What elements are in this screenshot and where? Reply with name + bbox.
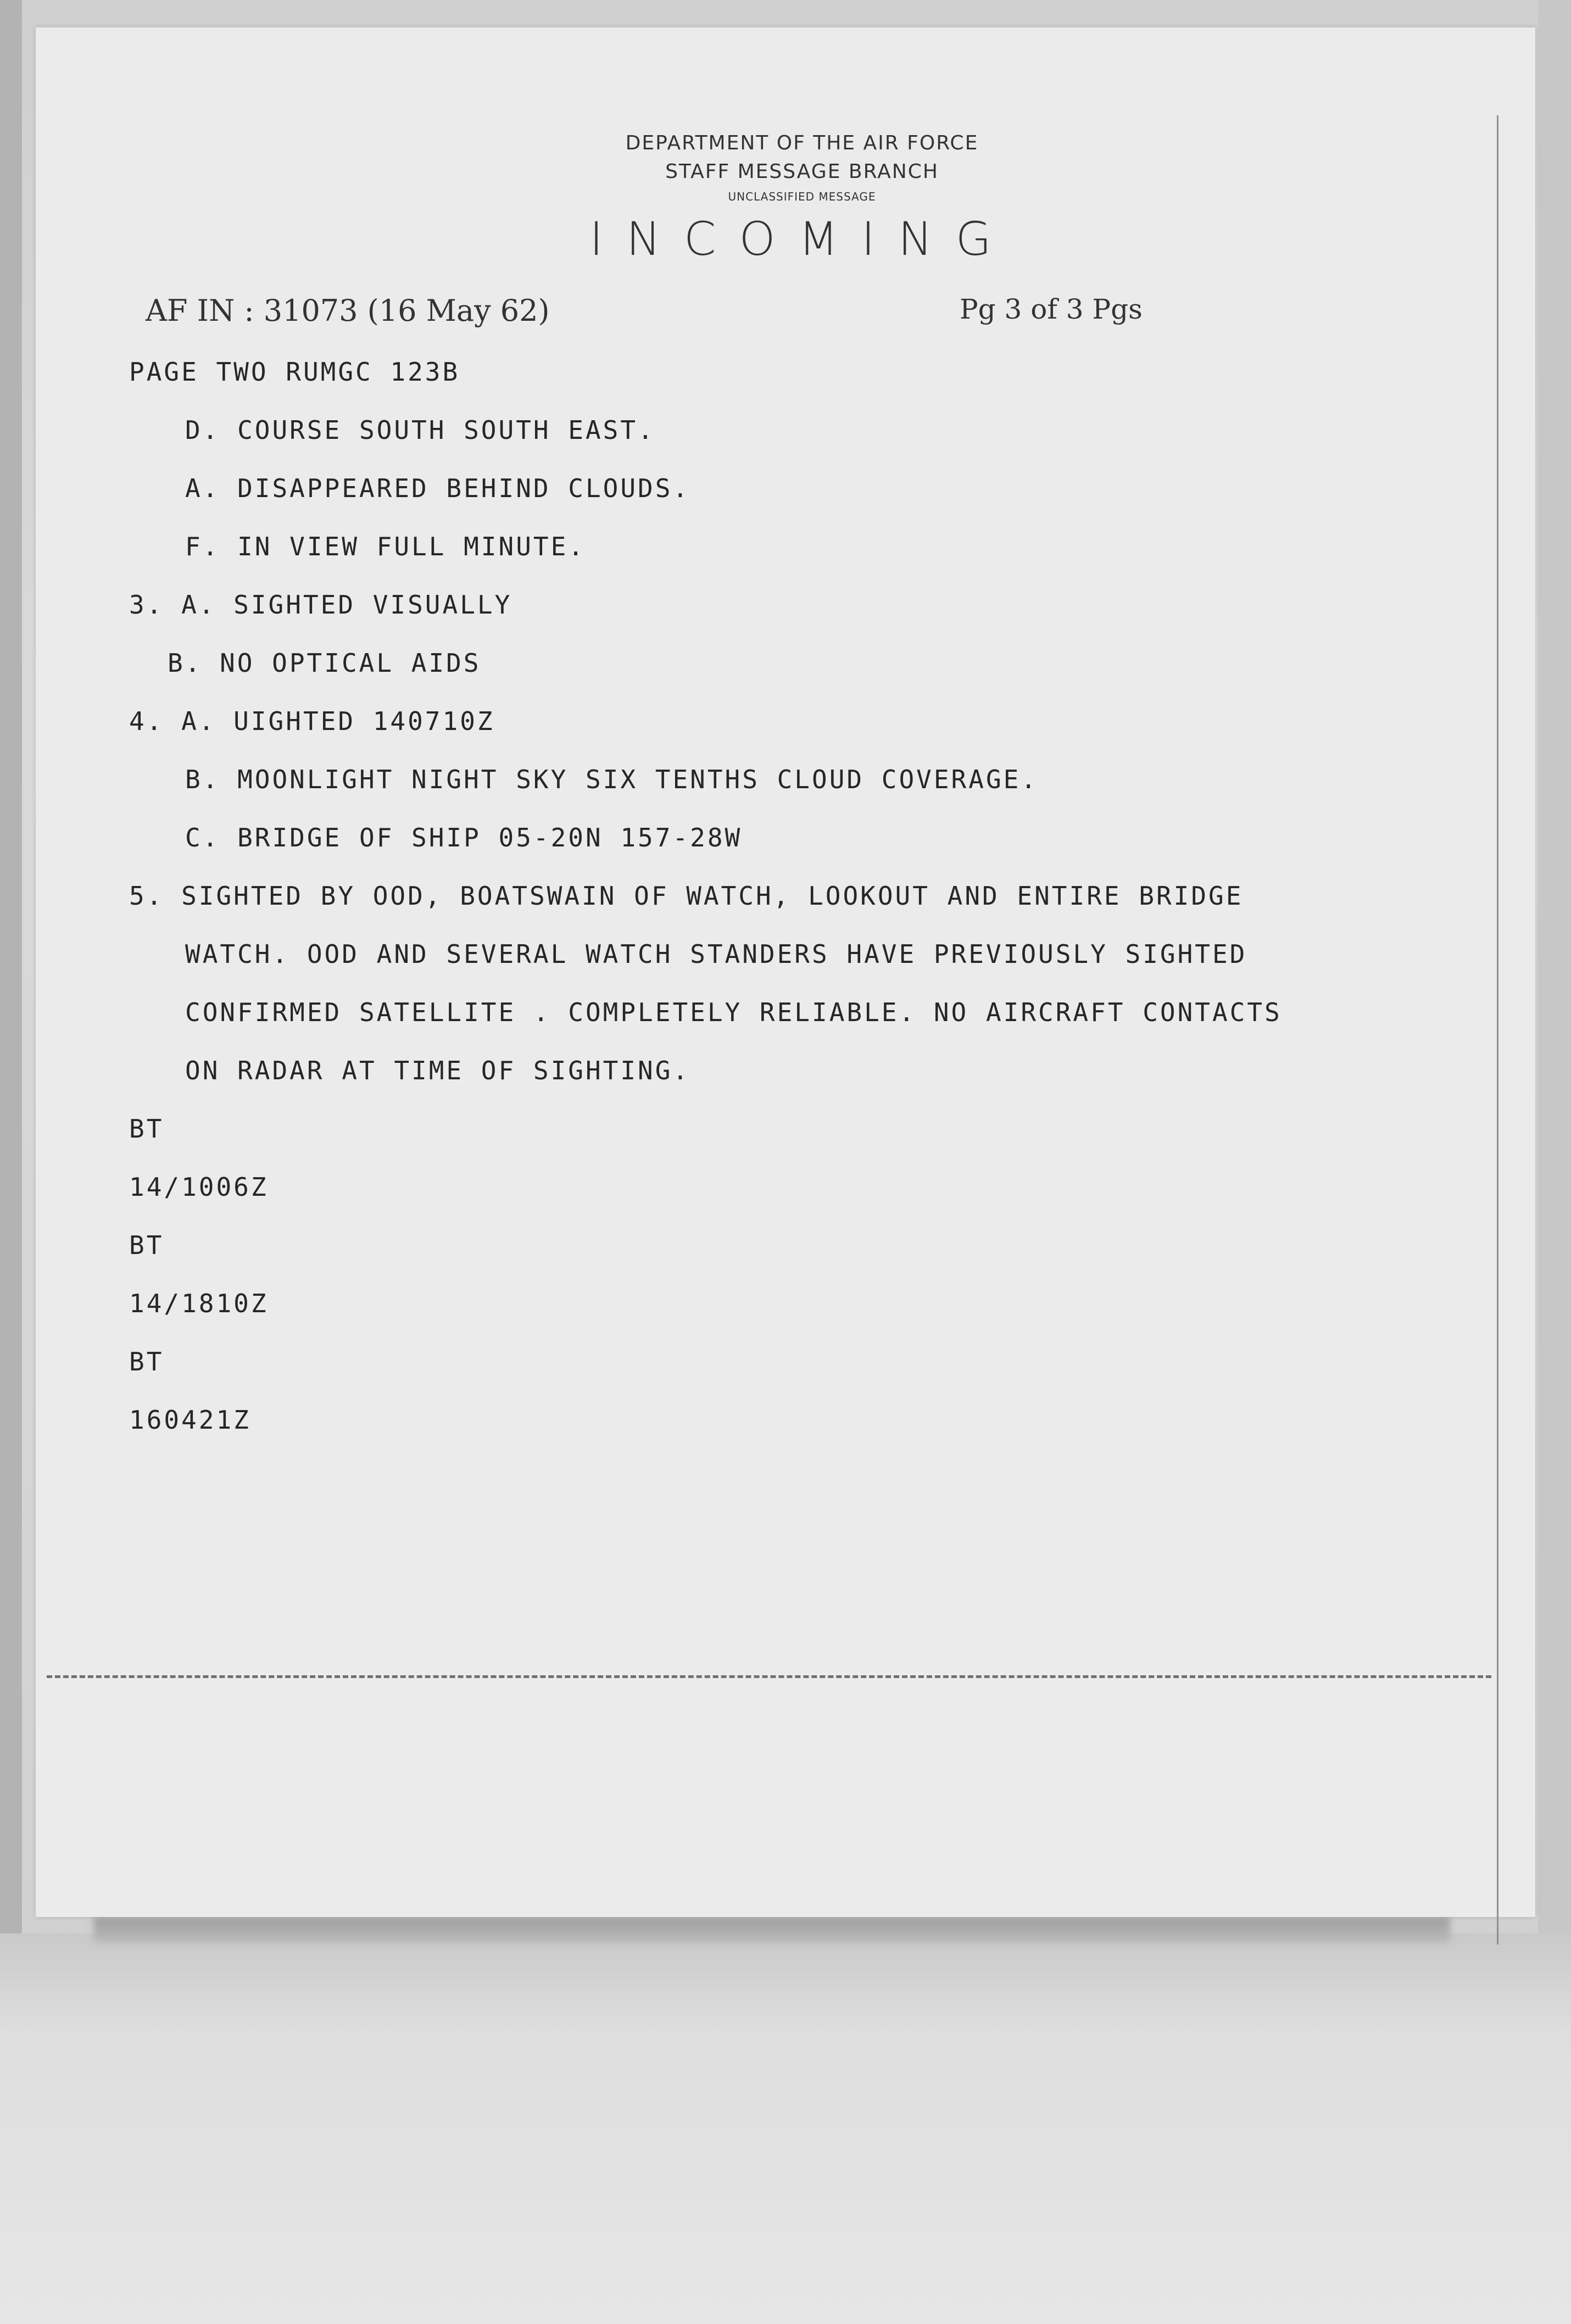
af-in-number: AF IN : 31073 (16 May 62) (146, 293, 550, 328)
scan-left-edge (0, 0, 22, 1933)
message-line: 14/1006Z (129, 1172, 269, 1202)
message-line: 14/1810Z (129, 1289, 269, 1318)
message-line: BT (129, 1230, 164, 1260)
scan-right-edge (1538, 0, 1571, 1933)
message-line: BT (129, 1347, 164, 1376)
perforation-line (47, 1675, 1491, 1678)
message-line: WATCH. OOD AND SEVERAL WATCH STANDERS HAVE PREVIOUSLY SIGHTED (185, 939, 1247, 969)
message-line: ON RADAR AT TIME OF SIGHTING. (185, 1056, 690, 1085)
message-line: D. COURSE SOUTH SOUTH EAST. (185, 415, 655, 445)
message-line: B. NO OPTICAL AIDS (168, 648, 481, 678)
sheet-shadow (93, 1917, 1450, 1943)
message-line: B. MOONLIGHT NIGHT SKY SIX TENTHS CLOUD COVERAGE. (185, 765, 1039, 794)
message-line: 5. SIGHTED BY OOD, BOATSWAIN OF WATCH, LOOKOUT AND ENTIRE BRIDGE (129, 881, 1244, 911)
message-title: INCOMING (589, 212, 1015, 266)
department-heading: DEPARTMENT OF THE AIR FORCE (625, 132, 979, 154)
message-line: PAGE TWO RUMGC 123B (129, 357, 460, 387)
page-indicator: Pg 3 of 3 Pgs (960, 293, 1143, 325)
branch-heading: STAFF MESSAGE BRANCH (665, 160, 939, 183)
message-line: 3. A. SIGHTED VISUALLY (129, 590, 512, 620)
message-sheet (36, 27, 1535, 1917)
message-line: CONFIRMED SATELLITE . COMPLETELY RELIABLE. NO AIRCRAFT CONTACTS (185, 997, 1282, 1027)
message-line: BT (129, 1114, 164, 1144)
message-line: C. BRIDGE OF SHIP 05-20N 157-28W (185, 823, 743, 852)
message-line: F. IN VIEW FULL MINUTE. (185, 532, 586, 561)
message-line: A. DISAPPEARED BEHIND CLOUDS. (185, 473, 690, 503)
message-line: 160421Z (129, 1405, 251, 1435)
classification-label: UNCLASSIFIED MESSAGE (728, 190, 876, 203)
message-line: 4. A. UIGHTED 140710Z (129, 706, 495, 736)
scan-bottom-background (0, 1933, 1571, 2324)
right-margin-line (1497, 115, 1498, 1944)
